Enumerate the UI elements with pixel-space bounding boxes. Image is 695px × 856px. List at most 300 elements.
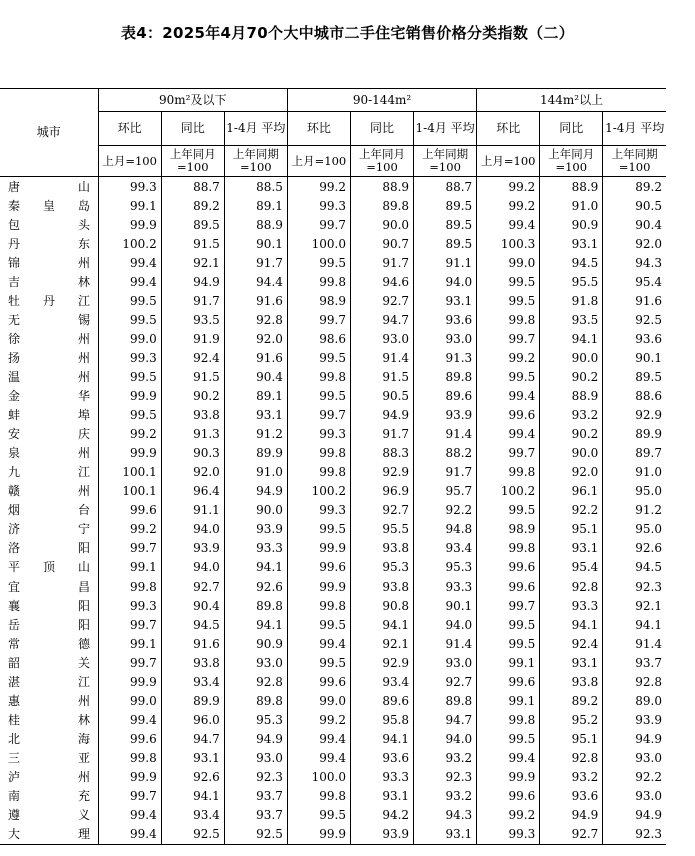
index-value: 93.2 xyxy=(540,406,603,425)
index-value: 100.3 xyxy=(477,234,540,253)
table-body xyxy=(0,177,666,845)
index-value: 91.4 xyxy=(350,348,413,367)
index-value: 99.0 xyxy=(98,329,161,348)
index-value: 92.1 xyxy=(350,634,413,653)
index-value: 93.9 xyxy=(161,539,224,558)
index-value: 99.5 xyxy=(287,653,350,672)
table-row xyxy=(0,748,666,767)
index-value: 93.0 xyxy=(224,653,287,672)
city-label: 九 江 xyxy=(8,465,90,480)
city-name xyxy=(0,367,98,386)
index-value: 99.5 xyxy=(98,367,161,386)
city-name xyxy=(0,806,98,825)
index-value: 93.1 xyxy=(414,825,477,845)
index-value: 99.8 xyxy=(287,444,350,463)
index-value: 94.7 xyxy=(161,729,224,748)
city-name xyxy=(0,310,98,329)
index-value: 90.5 xyxy=(603,196,666,215)
index-value: 100.0 xyxy=(287,767,350,786)
index-value: 92.1 xyxy=(603,596,666,615)
index-value: 99.4 xyxy=(477,387,540,406)
index-value: 99.7 xyxy=(98,615,161,634)
index-value: 92.8 xyxy=(224,672,287,691)
index-value: 99.9 xyxy=(287,825,350,845)
index-value: 95.2 xyxy=(540,710,603,729)
index-value: 99.8 xyxy=(287,596,350,615)
city-name xyxy=(0,767,98,786)
table-row xyxy=(0,196,666,215)
index-value: 89.8 xyxy=(224,691,287,710)
city-label: 惠 州 xyxy=(8,693,90,708)
index-value: 90.0 xyxy=(350,215,413,234)
index-value: 91.7 xyxy=(224,253,287,272)
index-value: 93.3 xyxy=(540,596,603,615)
index-value: 91.7 xyxy=(350,253,413,272)
index-value: 99.6 xyxy=(477,787,540,806)
city-name xyxy=(0,253,98,272)
index-value: 100.1 xyxy=(98,463,161,482)
index-value: 91.6 xyxy=(224,291,287,310)
index-value: 98.9 xyxy=(477,520,540,539)
index-value: 96.4 xyxy=(161,482,224,501)
index-value: 93.6 xyxy=(603,329,666,348)
index-value: 88.9 xyxy=(350,177,413,197)
city-name xyxy=(0,634,98,653)
index-value: 94.0 xyxy=(414,729,477,748)
index-value: 99.2 xyxy=(98,425,161,444)
index-value: 99.9 xyxy=(98,767,161,786)
index-value: 99.8 xyxy=(287,367,350,386)
city-label: 洛 阳 xyxy=(8,541,90,556)
index-value: 93.2 xyxy=(414,787,477,806)
index-value: 89.5 xyxy=(414,215,477,234)
index-value: 99.4 xyxy=(477,425,540,444)
city-name xyxy=(0,539,98,558)
index-value: 94.7 xyxy=(414,710,477,729)
index-value: 95.7 xyxy=(414,482,477,501)
index-value: 98.6 xyxy=(287,329,350,348)
index-value: 93.0 xyxy=(414,329,477,348)
index-value: 93.0 xyxy=(350,329,413,348)
index-value: 93.5 xyxy=(161,310,224,329)
index-value: 88.9 xyxy=(540,387,603,406)
city-label: 泸 州 xyxy=(8,769,90,784)
table-row xyxy=(0,177,666,197)
index-value: 92.6 xyxy=(603,539,666,558)
index-value: 90.1 xyxy=(414,596,477,615)
city-name xyxy=(0,406,98,425)
index-value: 91.0 xyxy=(540,196,603,215)
index-value: 99.4 xyxy=(477,748,540,767)
city-name xyxy=(0,501,98,520)
index-value: 100.1 xyxy=(98,482,161,501)
index-value: 92.3 xyxy=(224,767,287,786)
index-value: 99.7 xyxy=(477,444,540,463)
index-value: 99.2 xyxy=(287,177,350,197)
table-row xyxy=(0,463,666,482)
group-label: 144m²以上 xyxy=(540,92,604,107)
index-value: 91.5 xyxy=(161,234,224,253)
index-value: 99.5 xyxy=(477,367,540,386)
base-header-cell: 上月=100 xyxy=(287,146,350,177)
city-name xyxy=(0,653,98,672)
city-name xyxy=(0,672,98,691)
index-value: 94.4 xyxy=(224,272,287,291)
table-row xyxy=(0,653,666,672)
index-value: 90.2 xyxy=(161,387,224,406)
city-name xyxy=(0,748,98,767)
city-label: 北 海 xyxy=(8,731,90,746)
index-value: 94.1 xyxy=(350,729,413,748)
city-label: 烟 台 xyxy=(8,503,90,518)
city-label: 三 亚 xyxy=(8,750,90,765)
index-value: 99.6 xyxy=(477,558,540,577)
index-value: 95.0 xyxy=(603,520,666,539)
index-value: 89.6 xyxy=(350,691,413,710)
index-value: 88.9 xyxy=(540,177,603,197)
table-row xyxy=(0,710,666,729)
index-value: 99.2 xyxy=(477,806,540,825)
index-value: 99.1 xyxy=(98,196,161,215)
index-value: 99.7 xyxy=(98,787,161,806)
index-value: 89.8 xyxy=(350,196,413,215)
table-row xyxy=(0,596,666,615)
index-value: 91.4 xyxy=(603,634,666,653)
city-label: 锦 州 xyxy=(8,255,90,270)
index-value: 93.4 xyxy=(161,672,224,691)
index-value: 88.7 xyxy=(414,177,477,197)
city-label: 湛 江 xyxy=(8,674,90,689)
index-value: 94.0 xyxy=(414,615,477,634)
index-value: 90.4 xyxy=(161,596,224,615)
index-value: 93.2 xyxy=(540,767,603,786)
city-name xyxy=(0,291,98,310)
index-value: 91.4 xyxy=(414,425,477,444)
index-value: 99.8 xyxy=(477,310,540,329)
index-value: 90.4 xyxy=(224,367,287,386)
index-value: 91.7 xyxy=(161,291,224,310)
index-value: 93.8 xyxy=(350,539,413,558)
index-value: 89.8 xyxy=(224,596,287,615)
city-label: 丹 东 xyxy=(8,236,90,251)
index-value: 99.5 xyxy=(287,615,350,634)
index-value: 92.8 xyxy=(540,577,603,596)
city-label: 徐 州 xyxy=(8,331,90,346)
table-header xyxy=(0,89,666,177)
index-value: 100.2 xyxy=(98,234,161,253)
index-value: 89.2 xyxy=(161,196,224,215)
index-value: 91.2 xyxy=(224,425,287,444)
index-value: 93.3 xyxy=(350,767,413,786)
index-value: 99.5 xyxy=(477,272,540,291)
index-value: 99.0 xyxy=(287,691,350,710)
table-row xyxy=(0,577,666,596)
index-value: 93.3 xyxy=(414,577,477,596)
index-value: 88.3 xyxy=(350,444,413,463)
index-value: 99.4 xyxy=(98,272,161,291)
index-value: 89.8 xyxy=(414,691,477,710)
index-value: 89.7 xyxy=(603,444,666,463)
index-value: 94.1 xyxy=(540,615,603,634)
index-value: 99.2 xyxy=(98,520,161,539)
index-value: 99.2 xyxy=(287,710,350,729)
index-value: 89.1 xyxy=(224,196,287,215)
index-value: 99.8 xyxy=(287,463,350,482)
index-value: 91.2 xyxy=(603,501,666,520)
index-value: 91.6 xyxy=(161,634,224,653)
index-value: 99.8 xyxy=(477,463,540,482)
index-value: 93.4 xyxy=(414,539,477,558)
sub-header-cell: 同比 xyxy=(540,112,603,146)
city-label: 安 庆 xyxy=(8,427,90,442)
index-value: 89.2 xyxy=(540,691,603,710)
index-value: 94.3 xyxy=(414,806,477,825)
index-value: 91.3 xyxy=(161,425,224,444)
index-value: 99.7 xyxy=(287,310,350,329)
city-label: 南 充 xyxy=(8,789,90,804)
index-value: 99.9 xyxy=(287,539,350,558)
index-value: 94.9 xyxy=(161,272,224,291)
index-value: 89.8 xyxy=(414,367,477,386)
index-value: 98.9 xyxy=(287,291,350,310)
index-value: 99.3 xyxy=(98,177,161,197)
city-name xyxy=(0,177,98,197)
index-value: 90.2 xyxy=(540,425,603,444)
index-value: 93.9 xyxy=(224,520,287,539)
index-value: 94.2 xyxy=(350,806,413,825)
index-value: 91.1 xyxy=(414,253,477,272)
index-value: 99.4 xyxy=(98,710,161,729)
index-value: 95.3 xyxy=(350,558,413,577)
index-value: 93.7 xyxy=(224,806,287,825)
group-header-medium xyxy=(287,89,476,112)
index-value: 99.5 xyxy=(477,615,540,634)
table-row xyxy=(0,825,666,845)
table-row xyxy=(0,482,666,501)
index-value: 96.0 xyxy=(161,710,224,729)
index-value: 99.5 xyxy=(477,729,540,748)
city-name xyxy=(0,577,98,596)
table-row xyxy=(0,615,666,634)
table-row xyxy=(0,406,666,425)
index-value: 91.8 xyxy=(540,291,603,310)
city-label: 包 头 xyxy=(8,217,90,232)
index-value: 93.8 xyxy=(161,406,224,425)
index-value: 92.7 xyxy=(350,501,413,520)
base-header-cell: 上年同期 =100 xyxy=(603,146,666,177)
city-column-header: 城市 xyxy=(0,89,98,177)
index-value: 99.5 xyxy=(287,806,350,825)
index-value: 91.4 xyxy=(414,634,477,653)
city-name xyxy=(0,729,98,748)
index-value: 92.3 xyxy=(603,825,666,845)
index-value: 99.3 xyxy=(287,196,350,215)
index-value: 99.2 xyxy=(477,348,540,367)
index-value: 99.3 xyxy=(477,825,540,845)
index-value: 88.2 xyxy=(414,444,477,463)
index-value: 99.8 xyxy=(98,748,161,767)
base-header-cell: 上年同期 =100 xyxy=(414,146,477,177)
sub-header-cell: 同比 xyxy=(350,112,413,146)
index-value: 99.5 xyxy=(477,291,540,310)
table-row xyxy=(0,215,666,234)
city-label: 无 锡 xyxy=(8,312,90,327)
index-value: 99.6 xyxy=(477,672,540,691)
index-value: 89.5 xyxy=(414,234,477,253)
table-row xyxy=(0,272,666,291)
index-value: 99.7 xyxy=(477,596,540,615)
index-value: 99.8 xyxy=(287,272,350,291)
group-label: 90m²及以下 xyxy=(159,92,227,107)
index-value: 99.7 xyxy=(287,406,350,425)
index-value: 99.1 xyxy=(98,634,161,653)
index-value: 94.1 xyxy=(603,615,666,634)
table-row xyxy=(0,806,666,825)
index-value: 99.4 xyxy=(98,806,161,825)
index-value: 90.0 xyxy=(224,501,287,520)
index-value: 99.6 xyxy=(287,672,350,691)
table-row xyxy=(0,558,666,577)
index-value: 91.7 xyxy=(350,425,413,444)
index-value: 93.8 xyxy=(540,672,603,691)
index-value: 96.1 xyxy=(540,482,603,501)
index-value: 89.0 xyxy=(603,691,666,710)
index-value: 93.5 xyxy=(540,310,603,329)
index-value: 94.1 xyxy=(350,615,413,634)
page-title: 表4：2025年4月70个大中城市二手住宅销售价格分类指数（二） xyxy=(120,24,575,42)
index-value: 99.8 xyxy=(477,710,540,729)
table-row xyxy=(0,767,666,786)
index-value: 89.1 xyxy=(224,387,287,406)
table-row xyxy=(0,634,666,653)
city-label: 温 州 xyxy=(8,369,90,384)
index-value: 92.0 xyxy=(161,463,224,482)
index-value: 99.5 xyxy=(477,634,540,653)
index-value: 95.0 xyxy=(603,482,666,501)
index-value: 91.6 xyxy=(224,348,287,367)
index-value: 95.4 xyxy=(603,272,666,291)
index-value: 88.5 xyxy=(224,177,287,197)
index-value: 99.9 xyxy=(98,444,161,463)
index-value: 99.5 xyxy=(287,387,350,406)
index-value: 93.6 xyxy=(350,748,413,767)
city-label: 韶 关 xyxy=(8,655,90,670)
index-value: 99.8 xyxy=(477,539,540,558)
city-name xyxy=(0,387,98,406)
index-value: 93.1 xyxy=(350,787,413,806)
index-value: 91.0 xyxy=(224,463,287,482)
index-value: 91.6 xyxy=(603,291,666,310)
index-value: 89.5 xyxy=(603,367,666,386)
table-row xyxy=(0,425,666,444)
table-row xyxy=(0,672,666,691)
index-value: 93.8 xyxy=(350,577,413,596)
index-value: 99.7 xyxy=(477,329,540,348)
index-value: 92.9 xyxy=(603,406,666,425)
table-row xyxy=(0,348,666,367)
index-value: 92.8 xyxy=(224,310,287,329)
index-value: 99.9 xyxy=(98,387,161,406)
index-value: 99.0 xyxy=(477,253,540,272)
sub-header-cell: 1-4月 平均 xyxy=(224,112,287,146)
sub-header-cell: 同比 xyxy=(161,112,224,146)
index-value: 89.6 xyxy=(414,387,477,406)
table-row xyxy=(0,520,666,539)
index-value: 92.6 xyxy=(161,767,224,786)
index-value: 94.0 xyxy=(161,520,224,539)
city-name xyxy=(0,596,98,615)
index-value: 92.2 xyxy=(603,767,666,786)
index-value: 99.5 xyxy=(287,520,350,539)
index-value: 90.2 xyxy=(540,367,603,386)
city-label: 遵 义 xyxy=(8,808,90,823)
index-value: 88.9 xyxy=(224,215,287,234)
index-value: 89.5 xyxy=(161,215,224,234)
index-value: 93.1 xyxy=(224,406,287,425)
index-value: 94.1 xyxy=(224,558,287,577)
index-value: 94.8 xyxy=(414,520,477,539)
index-value: 90.9 xyxy=(224,634,287,653)
index-value: 92.7 xyxy=(350,291,413,310)
table-row xyxy=(0,234,666,253)
index-value: 93.9 xyxy=(414,406,477,425)
base-header-cell: 上月=100 xyxy=(477,146,540,177)
index-value: 93.6 xyxy=(540,787,603,806)
table-row xyxy=(0,729,666,748)
index-value: 93.7 xyxy=(224,787,287,806)
city-name xyxy=(0,329,98,348)
index-value: 99.5 xyxy=(98,406,161,425)
index-value: 94.9 xyxy=(350,406,413,425)
index-value: 96.9 xyxy=(350,482,413,501)
sub-header-cell: 1-4月 平均 xyxy=(414,112,477,146)
index-value: 93.1 xyxy=(540,539,603,558)
index-value: 92.0 xyxy=(224,329,287,348)
base-header-cell: 上年同期 =100 xyxy=(224,146,287,177)
index-value: 94.0 xyxy=(414,272,477,291)
index-value: 90.1 xyxy=(603,348,666,367)
table-row xyxy=(0,501,666,520)
index-value: 92.7 xyxy=(161,577,224,596)
index-value: 99.5 xyxy=(287,253,350,272)
index-value: 91.7 xyxy=(414,463,477,482)
index-value: 95.1 xyxy=(540,520,603,539)
city-name xyxy=(0,691,98,710)
index-value: 99.6 xyxy=(287,558,350,577)
city-label: 大 理 xyxy=(8,827,90,842)
index-value: 99.2 xyxy=(477,177,540,197)
index-value: 91.1 xyxy=(161,501,224,520)
index-value: 99.8 xyxy=(287,787,350,806)
index-value: 99.9 xyxy=(477,767,540,786)
index-value: 91.9 xyxy=(161,329,224,348)
index-value: 99.9 xyxy=(98,215,161,234)
index-value: 95.1 xyxy=(540,729,603,748)
base-header-cell: 上年同月 =100 xyxy=(161,146,224,177)
index-value: 100.0 xyxy=(287,234,350,253)
index-value: 92.5 xyxy=(224,825,287,845)
index-value: 93.0 xyxy=(224,748,287,767)
index-value: 90.0 xyxy=(540,444,603,463)
city-label: 秦 皇 岛 xyxy=(8,198,90,213)
city-name xyxy=(0,463,98,482)
index-value: 91.5 xyxy=(161,367,224,386)
index-value: 92.3 xyxy=(414,767,477,786)
index-value: 89.5 xyxy=(414,196,477,215)
group-label: 90-144m² xyxy=(352,92,412,107)
index-value: 93.4 xyxy=(161,806,224,825)
index-value: 99.4 xyxy=(287,748,350,767)
